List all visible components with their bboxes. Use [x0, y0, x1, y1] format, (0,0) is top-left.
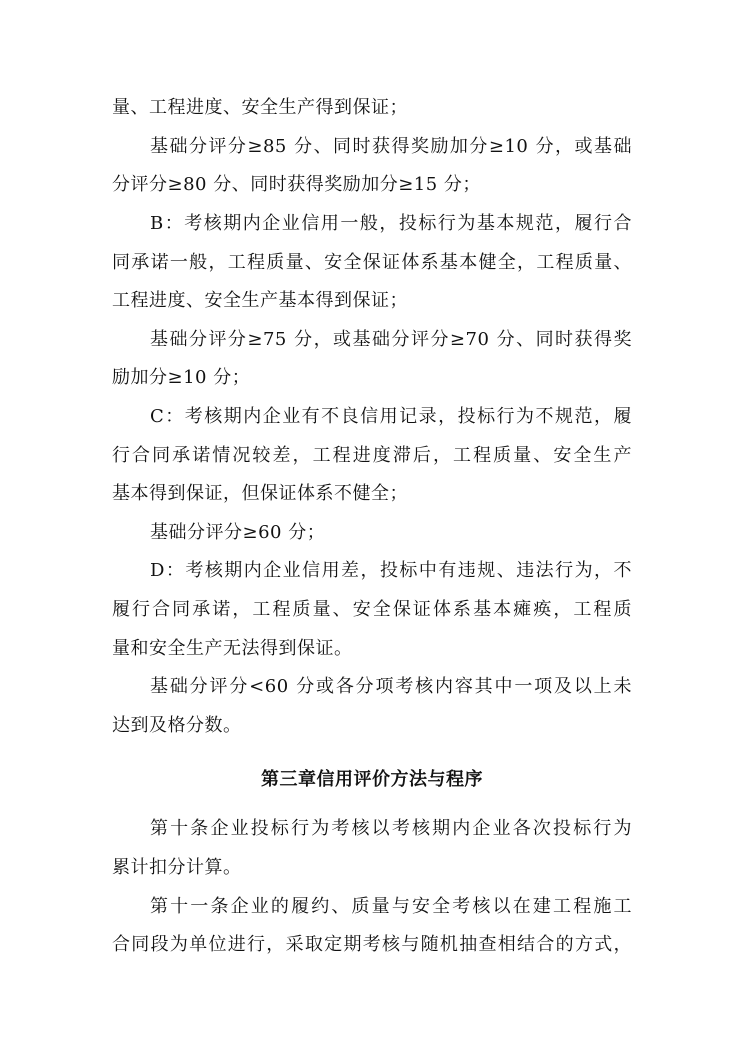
paragraph-line: 行合同承诺情况较差，工程进度滞后，工程质量、安全生产 [112, 445, 632, 466]
paragraph-line: 励加分≥10 分； [112, 367, 251, 388]
paragraph-line: 基础分评分≥75 分，或基础分评分≥70 分、同时获得奖 [150, 329, 632, 350]
paragraph-line: 履行合同承诺，工程质量、安全保证体系基本瘫痪，工程质 [112, 599, 632, 620]
paragraph-line: 基础分评分≥85 分、同时获得奖励加分≥10 分，或基础 [150, 136, 632, 157]
paragraph-line: 量和安全生产无法得到保证。 [112, 638, 353, 659]
chapter-heading: 第三章信用评价方法与程序 [261, 769, 483, 790]
paragraph-line: 基础分评分≥60 分； [150, 522, 326, 543]
paragraph-line: 基本得到保证，但保证体系不健全； [112, 483, 408, 504]
paragraph-line: 基础分评分<60 分或各分项考核内容其中一项及以上未 [150, 676, 632, 697]
paragraph-line: 达到及格分数。 [112, 715, 242, 736]
paragraph-line: 工程进度、安全生产基本得到保证； [112, 290, 408, 311]
article-11-line: 第十一条企业的履约、质量与安全考核以在建工程施工 [150, 896, 632, 917]
grade-c-line: C：考核期内企业有不良信用记录，投标行为不规范，履 [150, 406, 632, 427]
paragraph-line: 合同段为单位进行，采取定期考核与随机抽查相结合的方式， [112, 934, 632, 955]
paragraph-line: 同承诺一般，工程质量、安全保证体系基本健全，工程质量、 [112, 252, 632, 273]
paragraph-line: 量、工程进度、安全生产得到保证； [112, 97, 408, 118]
paragraph-line: 累计扣分计算。 [112, 857, 242, 878]
grade-b-line: B：考核期内企业信用一般，投标行为基本规范，履行合 [150, 213, 632, 234]
grade-d-line: D：考核期内企业信用差，投标中有违规、违法行为，不 [150, 560, 632, 581]
paragraph-line: 分评分≥80 分、同时获得奖励加分≥15 分； [112, 174, 481, 195]
article-10-line: 第十条企业投标行为考核以考核期内企业各次投标行为 [150, 818, 632, 839]
